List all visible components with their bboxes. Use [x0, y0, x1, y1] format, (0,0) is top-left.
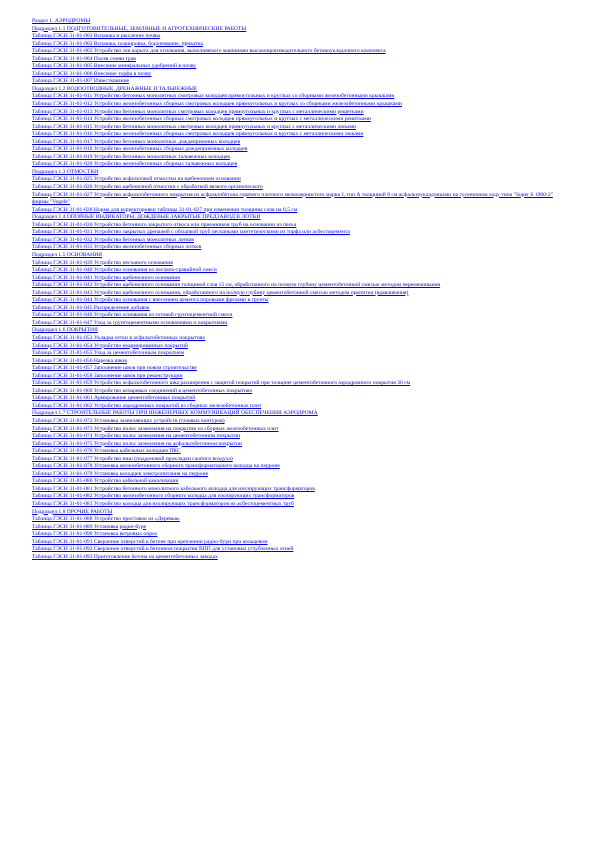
document-link[interactable]: Таблица ГЭСН 31-01-044 Устройство основания с внесением цемента поровыми фрезами в грунты — [32, 297, 269, 304]
document-link[interactable]: Таблица ГЭСН 31-01-058 Заполнение швов при реконструкции — [32, 372, 183, 379]
document-link[interactable]: Таблица ГЭСН 31-01-073 Устройство полос заземления на покрытии из сборных железобетонных плит — [32, 425, 279, 432]
document-link[interactable]: Таблица ГЭСН 31-01-026 Устройство щебеночной отмостки с обработкой вязкого органического — [32, 184, 263, 191]
document-link[interactable]: Таблица ГЭСН 31-01-055 Уход за цементобетонным покрытием — [32, 350, 185, 357]
document-link[interactable]: Таблица ГЭСН 31-01-017 Устройство бетонных монолитных дождеприемных колодцев — [32, 138, 241, 145]
document-link[interactable]: Таблица ГЭСН 31-01-060 Устройство штыревых соединений в цементобетонных покрытиях — [32, 387, 253, 394]
document-link[interactable]: Таблица ГЭСН 31-01-013 Устройство бетонных монолитных смотровых колодцев прямоугольных и круглых с металлическими решетками — [32, 108, 364, 115]
document-link[interactable]: Таблица ГЭСН 31-01-025 Устройство асфальтовой отмостки на щебеночном основании — [32, 176, 241, 183]
document-link[interactable]: Таблица ГЭСН 31-01-062 Устройство аэродромных покрытий из сборных железобетонных плит — [32, 402, 262, 409]
document-link[interactable]: Таблица ГЭСН 31-01-072 Установка заземляющих устройств (газовых контуров) — [32, 417, 225, 424]
document-link[interactable]: Подраздел 1.6 ПОКРЫТИЯ — [32, 327, 98, 334]
document-link[interactable]: Таблица ГЭСН 31-01-059 Устройство асфальтобетонного шва расширения с защитой покрытий при толщине цементобетонного аэродромного покрытия 30 см — [32, 380, 411, 387]
document-link[interactable]: Таблица ГЭСН 31-01-091 Сверление отверстий в бетоне при креплении радио-бури при кольцевом — [32, 538, 268, 545]
document-link[interactable]: Таблица ГЭСН 31-01-045 Распределение добавок — [32, 304, 150, 311]
document-link[interactable]: Таблица ГЭСН 31-01-083 Устройство колодца для изолирующих трансформаторов из асбестоцементных труб — [32, 501, 294, 507]
document-link[interactable]: Таблица ГЭСН 31-01-088 Устройство проставок из «Деревья» — [32, 516, 180, 523]
document-link[interactable]: Таблица ГЭСН 31-01-041 Устройство щебеночного основания — [32, 274, 180, 281]
document-link[interactable]: Подраздел 1.7 СТРОИТЕЛЬНЫЕ РАБОТЫ ПРИ ИНЖЕНЕРНЫХ КОММУНИКАЦИЙ ОБЕСПЕЧЕНИЯ АЭРОДРОМА — [32, 410, 318, 417]
document-link[interactable]: Таблица ГЭСН 31-01-039 Устройство песчаного основания — [32, 259, 173, 266]
document-link[interactable]: Таблица ГЭСН 31-01-046 Устройство основания из готовой грунтоцементной смеси — [32, 312, 233, 319]
document-link[interactable]: Таблица ГЭСН 31-01-081 Устройство бетонного монолитного кабельного колодца для изолирующих трансформаторов — [32, 485, 315, 492]
document-link[interactable]: Таблица ГЭСН 31-01-014 Устройство железобетонных сборных смотровых колодцев прямоугольных и круглых с металлическими решетками — [32, 116, 371, 123]
document-link[interactable]: Таблица ГЭСН 31-01-032 Устройство бетонных монолитных лотков — [32, 236, 194, 243]
document-link[interactable]: Таблица ГЭСН 31-01-006 Внесение торфа в почву — [32, 70, 152, 77]
document-link[interactable]: Таблица ГЭСН 31-01-082 Устройство железобетонного сборного колодца для изолирующих трансформаторов — [32, 493, 295, 500]
document-link[interactable]: Подраздел 1.5 ОСНОВАНИЯ — [32, 251, 102, 258]
document-link[interactable]: Таблица ГЭСН 31-01-092 Сверление отверстий в бетонном покрытии ВПП для установки углубленных огней — [32, 546, 294, 553]
document-link[interactable]: Таблица ГЭСН 31-01-028 Норма для корректировки таблицы 31-01-027 при изменении толщины слоя на 0,5 см — [32, 206, 298, 213]
document-body — [32, 18, 562, 561]
document-link[interactable]: Раздел 1. АЭРОДРОМЫ — [32, 18, 91, 24]
document-link[interactable]: Таблица ГЭСН 31-01-061 Армирование цементобетонных покрытий — [32, 395, 196, 402]
document-link[interactable]: Таблица ГЭСН 31-01-077 Устройство ниш (поддоновой прокладки сжатого воздуха) — [32, 455, 233, 462]
document-link[interactable]: Таблица ГЭСН 31-01-001 Вспашка и рыхление почвы — [32, 33, 161, 40]
document-link[interactable]: Таблица ГЭСН 31-01-057 Заполнение швов при новом строительстве — [32, 365, 197, 372]
document-link[interactable]: Таблица ГЭСН 31-01-002 Вспашка, планировка, боронование, прикатка — [32, 40, 203, 47]
document-link[interactable]: Таблица ГЭСН 31-01-033 Устройство железобетонных сборных лотков — [32, 244, 202, 251]
document-link[interactable]: Таблица ГЭСН 31-01-043 Устройство щебеночного основания, обработанного на полную глубину цементобетонной смесью методом пропитки (вдавливания) — [32, 289, 409, 296]
document-link[interactable]: Подраздел 1.1 ПОДГОТОВИТЕЛЬНЫЕ, ЗЕМЛЯНЫЕ И АГРОТЕХНИЧЕСКИЕ РАБОТЫ — [32, 25, 247, 32]
document-link[interactable]: Таблица ГЭСН 31-01-031 Устройство закрытых дренажей с обсыпкой труб песчаными синтетическими из торфа или асбестоцемента — [32, 229, 350, 236]
document-link[interactable]: Подраздел 1.8 ПРОЧИЕ РАБОТЫ — [32, 508, 113, 515]
document-link[interactable]: Таблица ГЭСН 31-01-047 Уход за грунтоцементными основаниями и покрытиями — [32, 319, 228, 326]
document-link[interactable]: Таблица ГЭСН 31-01-005 Внесение минеральных удобрений в почву — [32, 63, 197, 70]
document-link[interactable]: Таблица ГЭСН 31-01-003 Устройство зон корыта для основания, выполняемого машинами высокопроизводительного бетоноукладочного комплекта — [32, 48, 386, 55]
document-link[interactable]: Таблица ГЭСН 31-01-075 Устройство полос заземления на асфальтобетонном покрытии — [32, 440, 242, 447]
document-link[interactable]: Таблица ГЭСН 31-01-090 Установка ветровых опрос — [32, 531, 158, 538]
document-link[interactable]: Таблица ГЭСН 31-01-015 Устройство бетонных монолитных смотровых колодцев прямоугольных и круглых с металлическими люками — [32, 123, 357, 130]
document-link[interactable]: Таблица ГЭСН 31-01-074 Устройство полос заземления на цементобетонном покрытии — [32, 433, 241, 440]
document-link[interactable]: Подраздел 1.2 ВОДООТВОДНЫЕ, ДРЕНАЖНЫЕ И ТАЛЬВЕЖНЫЕ — [32, 85, 198, 92]
document-link[interactable]: Таблица ГЭСН 31-01-076 Установка кабельных колодцев ПКС — [32, 448, 181, 455]
document-link[interactable]: Подраздел 1.4 ОПОРНЫЕ ИНДИКАТОРЫ, ДОЖДЕВЫЕ ЗАКРЫТЫЕ ПРЕДЗАВОД В ЛОТКИ — [32, 214, 261, 221]
document-link[interactable]: Таблица ГЭСН 31-01-054 Устройство неармированных покрытий — [32, 342, 188, 349]
document-link[interactable]: Таблица ГЭСН 31-01-089 Установка радио-буре — [32, 523, 147, 530]
document-link[interactable]: Таблица ГЭСН 31-01-004 Посев семян трав — [32, 55, 136, 62]
document-link[interactable]: Таблица ГЭСН 31-01-020 Устройство железобетонных сборных тальвежных колодцев — [32, 161, 238, 168]
document-link[interactable]: Таблица ГЭСН 31-01-079 Установка колодцев электропитания на перроне — [32, 470, 209, 477]
document-link[interactable]: Таблица ГЭСН 31-01-019 Устройство бетонных монолитных тальвежных колодцев — [32, 153, 230, 160]
document-link[interactable]: Таблица ГЭСН 31-01-012 Устройство железобетонных сборных смотровых колодцев прямоугольных и круглых со сборными железобетонными крышками — [32, 101, 402, 108]
document-link[interactable]: Таблица ГЭСН 31-01-080 Устройство кабельной канализации — [32, 478, 179, 485]
document-link[interactable]: Таблица ГЭСН 31-01-027 Устройство асфальтобетонного покрытия из асфальтобетона горячего плотного мелкозернистого марки I, тип А толщиной 8 см асфальтоукладчиками на гусеничном ходу типа "Super S 1900-2" фирмы "Vogele" — [32, 191, 553, 206]
document-link[interactable]: Подраздел 1.3 ОТМОСТКИ — [32, 168, 99, 175]
document-link[interactable]: Таблица ГЭСН 31-01-011 Устройство бетонных монолитных смотровых колодцев прямоугольных и круглых со сборными железобетонными крышками — [32, 93, 395, 100]
document-link[interactable]: Таблица ГЭСН 31-01-078 Установка железобетонного сборного трансформаторного колодца на перроне — [32, 463, 280, 470]
document-link[interactable]: Таблица ГЭСН 31-01-040 Устройство основания из песчано-гравийной смеси — [32, 267, 217, 274]
document-link[interactable]: Таблица ГЭСН 31-01-042 Устройство щебеночного основания толщиной слоя 15 см, обработанного на полную глубину цементобетонной смесью методом перемешивания — [32, 282, 441, 289]
document-link[interactable]: Таблица ГЭСН 31-01-093 Приготовление бетона на цементобетонных заводах — [32, 553, 218, 560]
document-link[interactable]: Таблица ГЭСН 31-01-016 Устройство железобетонных сборных смотровых колодцев прямоугольных и круглых с металлическими люками — [32, 131, 364, 138]
document-link[interactable]: Таблица ГЭСН 31-01-030 Устройство бетонного закрытого откоса или приемников труб на основании из песка — [32, 221, 297, 228]
document-link[interactable]: Таблица ГЭСН 31-01-056 Нарезка швов — [32, 357, 127, 364]
document-link[interactable]: Таблица ГЭСН 31-01-007 Известкование — [32, 78, 130, 85]
document-link[interactable]: Таблица ГЭСН 31-01-018 Устройство железобетонных сборных дождеприемных колодцев — [32, 146, 248, 153]
document-link[interactable]: Таблица ГЭСН 31-01-053 Укладка сетки в асфальтобетонных покрытиях — [32, 334, 206, 341]
